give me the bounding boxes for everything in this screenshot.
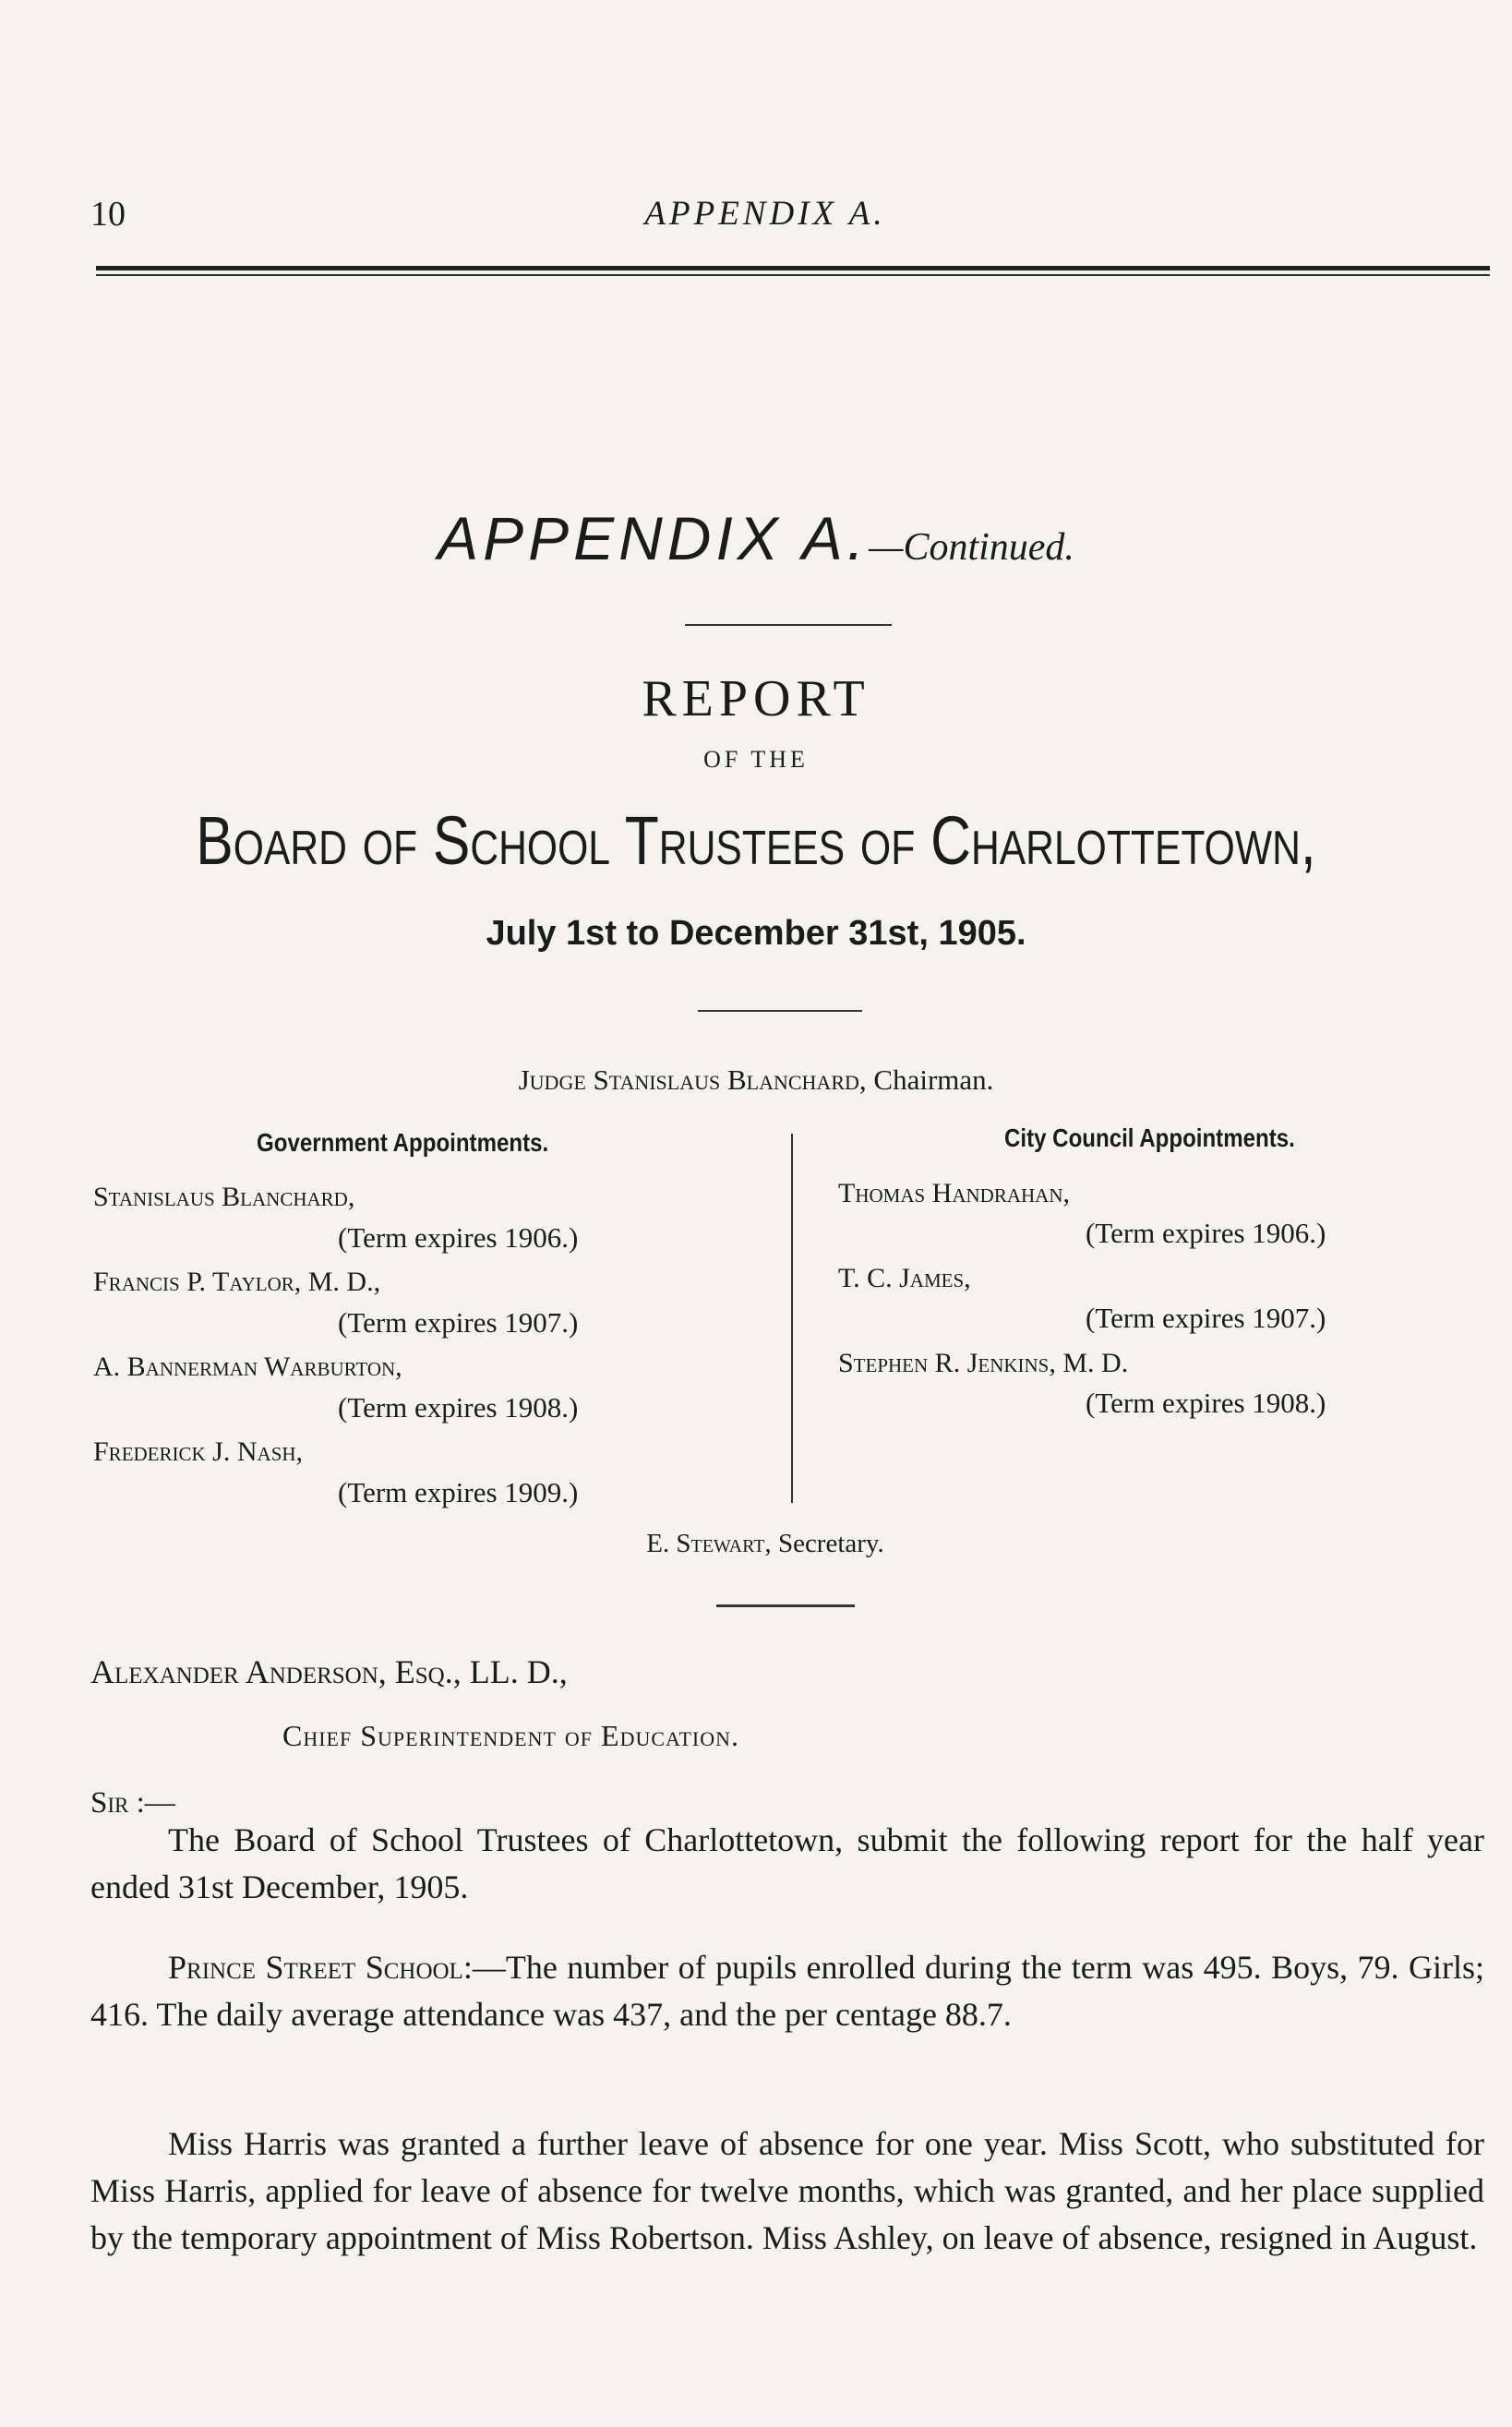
board-title: Board of School Trustees of Charlottetown, <box>196 802 1316 879</box>
secretary-line <box>0 1529 1512 1559</box>
date-range: July 1st to December 31st, 1905. <box>486 914 1026 953</box>
council-member-name: Thomas Handrahan, <box>838 1178 1071 1208</box>
chairman-role: Chairman. <box>873 1063 994 1096</box>
appendix-title <box>0 503 1512 573</box>
header-rule-thin <box>96 274 1490 276</box>
date-rule <box>698 1010 862 1012</box>
paragraph-text: Miss Harris was granted a further leave of absence for one year. Miss Scott, who substituted for Miss Harris, applied for leave of absence for twelve months, which was granted, and her place supplied by the temporary appointment of Miss Robertson. Miss Ashley, on leave of absence, resigned in August. <box>90 2125 1484 2256</box>
council-member-name: T. C. James, <box>838 1263 971 1293</box>
paragraph <box>90 1817 1484 1911</box>
salutation: Sir :— <box>90 1786 175 1820</box>
council-heading: City Council Appointments. <box>1004 1123 1295 1152</box>
paragraph-text: :—The number of pupils enrolled during the term was 495. Boys, 79. Girls; 416. The daily average attendance was 437, and the per centage 88.7. <box>90 1949 1485 2033</box>
chairman-name: Judge Stanislaus Blanchard, <box>518 1063 867 1096</box>
paragraph <box>90 2121 1484 2262</box>
government-heading: Government Appointments. <box>257 1128 549 1157</box>
continued-label: —Continued. <box>869 526 1074 569</box>
header-rule <box>96 266 1490 270</box>
report-heading: REPORT <box>642 670 870 727</box>
council-member-name: Stephen R. Jenkins, M. D. <box>838 1348 1129 1378</box>
government-member-term: (Term expires 1909.) <box>338 1476 579 1508</box>
chairman-line <box>0 1063 1512 1097</box>
government-member-name: Stanislaus Blanchard, <box>93 1182 355 1212</box>
council-member-term: (Term expires 1907.) <box>1086 1302 1326 1334</box>
government-member-term: (Term expires 1907.) <box>338 1306 579 1339</box>
column-divider <box>791 1134 793 1503</box>
council-member-term: (Term expires 1908.) <box>1086 1387 1326 1419</box>
addressee: Alexander Anderson, Esq., LL. D., <box>90 1653 568 1690</box>
title-rule <box>685 624 892 626</box>
government-member-term: (Term expires 1906.) <box>338 1221 579 1254</box>
secretary-name: E. Stewart, <box>646 1529 772 1558</box>
paragraph-text: The Board of School Trustees of Charlottetown, submit the following report for the half year ended 31st December, 1905. <box>90 1821 1484 1905</box>
paragraph <box>90 1944 1484 2038</box>
government-member-name: A. Bannerman Warburton, <box>93 1352 402 1382</box>
paragraph-lead: Prince Street School <box>168 1949 463 1986</box>
appendix-label: APPENDIX A. <box>438 504 870 572</box>
addressee-title: Chief Superintendent of Education. <box>282 1719 740 1752</box>
of-the-label: OF THE <box>703 746 809 773</box>
page-number: 10 <box>90 195 126 234</box>
government-member-name: Frederick J. Nash, <box>93 1436 304 1467</box>
government-member-name: Francis P. Taylor, M. D., <box>93 1267 381 1297</box>
government-member-term: (Term expires 1908.) <box>338 1391 579 1424</box>
council-member-term: (Term expires 1906.) <box>1086 1217 1326 1249</box>
secretary-role: Secretary. <box>777 1529 884 1558</box>
secretary-rule <box>716 1604 855 1607</box>
running-head: APPENDIX A. <box>644 195 886 233</box>
